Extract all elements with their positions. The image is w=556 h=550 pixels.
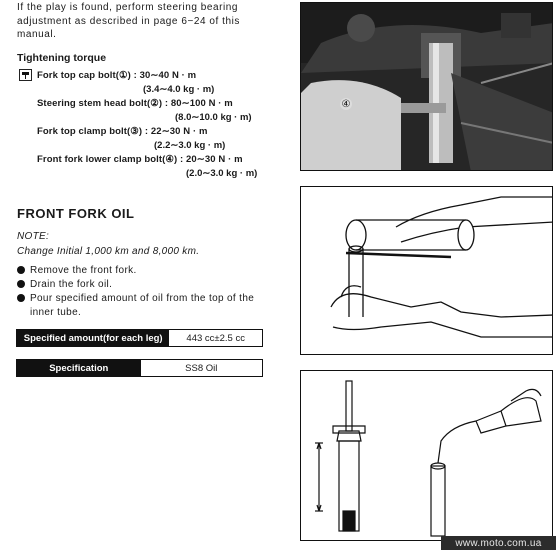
torque-item-4-alt: (2.0∼3.0 kg · m) [186, 168, 258, 179]
step-item: Remove the front fork. [17, 265, 137, 276]
spec-key: Specification [17, 360, 141, 376]
torque-item-3-alt: (2.2∼3.0 kg · m) [154, 140, 226, 151]
spec-table-oil [16, 359, 263, 377]
torque-item-1: Fork top cap bolt(①) : 30∼40 N · m [37, 70, 197, 81]
pour-oil-illustration [300, 370, 553, 541]
torque-item-3: Fork top clamp bolt(③) : 22∼30 N · m [37, 126, 208, 137]
spec-table-amount [16, 329, 263, 347]
intro-line: adjustment as described in page 6−24 of this [17, 15, 240, 27]
bullet-icon [17, 280, 25, 288]
step-item: Pour specified amount of oil from the top of the [17, 293, 254, 304]
torque-title: Tightening torque [17, 52, 107, 64]
watermark: www.moto.com.ua [441, 536, 556, 550]
intro-paragraph [17, 1, 267, 42]
section-title: FRONT FORK OIL [17, 206, 135, 221]
torque-item-1-alt: (3.4∼4.0 kg · m) [143, 84, 215, 95]
step-item: Drain the fork oil. [17, 279, 112, 290]
torque-item-4: Front fork lower clamp bolt(④) : 20∼30 N · m [37, 154, 243, 165]
note-label: NOTE: [17, 231, 50, 242]
callout-4: ④ [341, 98, 351, 110]
spec-key: Specified amount(for each leg) [17, 330, 169, 346]
bullet-icon [17, 266, 25, 274]
spec-value: 443 cc±2.5 cc [186, 332, 245, 344]
bullet-icon [17, 294, 25, 302]
note-text: Change Initial 1,000 km and 8,000 km. [17, 246, 200, 257]
torque-item-2-alt: (8.0∼10.0 kg · m) [175, 112, 252, 123]
torque-item-2: Steering stem head bolt(②) : 80∼100 N · m [37, 98, 233, 109]
spec-value: SS8 Oil [185, 362, 218, 374]
fork-clamp-photo [300, 2, 553, 171]
intro-line: manual. [17, 29, 57, 40]
intro-line: If the play is found, perform steering bearing [17, 2, 238, 13]
torque-wrench-icon [19, 69, 32, 81]
step-item-continued: inner tube. [30, 307, 82, 318]
fork-tube-illustration [300, 186, 553, 355]
